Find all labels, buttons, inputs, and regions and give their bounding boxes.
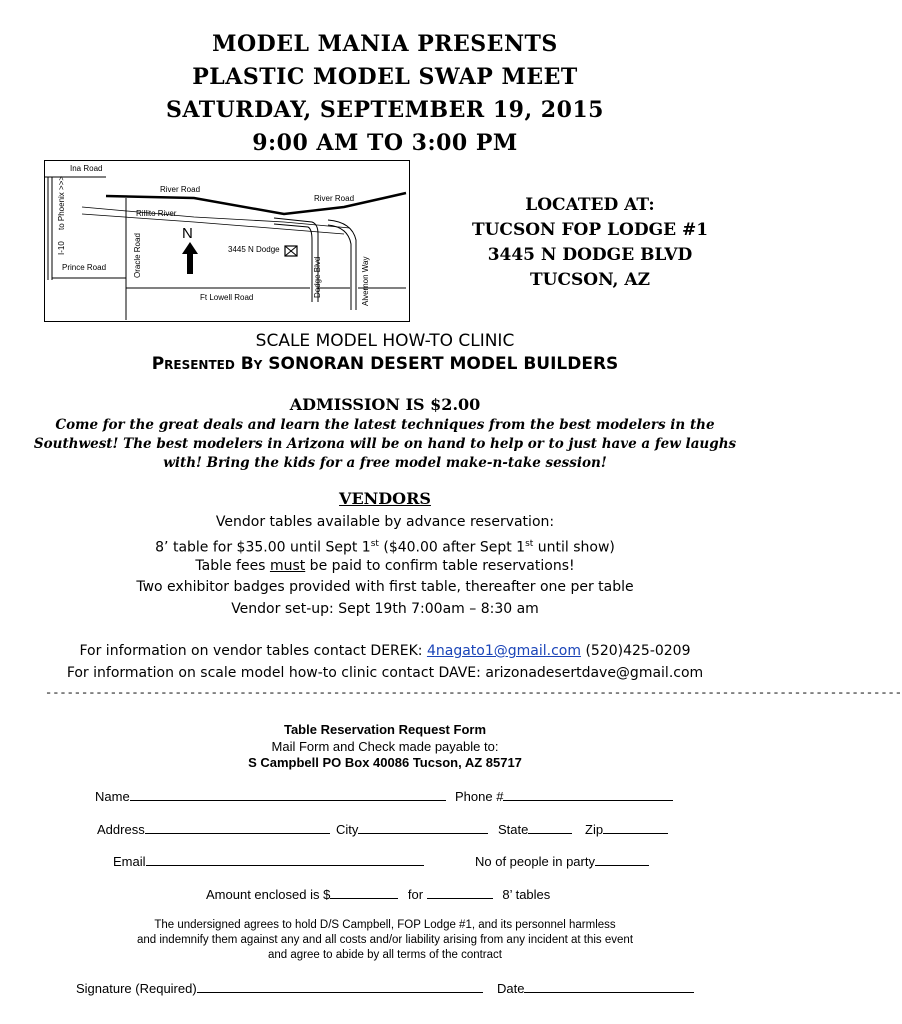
signature-field[interactable] — [76, 980, 483, 996]
river-road-label-right: River Road — [314, 194, 355, 203]
event-blurb: Come for the great deals and learn the latest techniques from the best modelers in the Southwest! The best modelers in Arizona will be on hand to help or to just have a few laughs with! Bring the kids for a free model make-n-take session! — [33, 417, 737, 471]
title-line-2: PLASTIC MODEL SWAP MEET — [192, 64, 578, 90]
dodge-blvd-label: Dodge Blvd — [313, 256, 322, 298]
party-size-field[interactable] — [475, 853, 649, 869]
river-road-label-left: River Road — [160, 185, 201, 194]
ft-lowell-label: Ft Lowell Road — [200, 293, 254, 302]
title-line-1: MODEL MANIA PRESENTS — [212, 31, 558, 57]
phone-field[interactable] — [455, 788, 673, 804]
vendor-line-5: Vendor set-up: Sept 19th 7:00am – 8:30 am — [231, 601, 539, 617]
form-title: Table Reservation Request Form — [283, 722, 487, 737]
clinic-presented-by: Presented By SONORAN DESERT MODEL BUILDERS — [151, 354, 619, 374]
legal-line-3: and agree to abide by all terms of the contract — [268, 949, 502, 961]
prince-road-label: Prince Road — [62, 263, 107, 272]
zip-field[interactable] — [585, 821, 668, 837]
address-field[interactable] — [97, 821, 330, 837]
location-map — [44, 160, 410, 322]
name-label: Name — [95, 789, 130, 804]
city-label: City — [336, 822, 359, 837]
legal-line-1: The undersigned agrees to hold D/S Campbell, FOP Lodge #1, and its personnel harmless — [154, 919, 616, 931]
ina-road-label: Ina Road — [70, 164, 103, 173]
must-emphasis: must — [269, 558, 306, 574]
state-field[interactable] — [498, 821, 572, 837]
form-subtitle: Mail Form and Check made payable to: — [271, 739, 499, 754]
party-size-label: No of people in party — [475, 854, 595, 869]
vendor-line-4: Two exhibitor badges provided with first table, thereafter one per table — [136, 579, 634, 595]
rillito-river-label: Rillito River — [136, 209, 177, 218]
contact-text: For information on vendor tables contact DEREK: — [79, 643, 427, 659]
vendor-fee-text: Table fees — [195, 558, 270, 574]
email-label: Email — [113, 854, 146, 869]
i10-label: I-10 — [57, 241, 66, 255]
signature-label: Signature (Required) — [76, 981, 197, 996]
derek-email-link[interactable]: 4nagato1@gmail.com — [426, 643, 581, 659]
admission-price: ADMISSION IS $2.00 — [289, 395, 481, 414]
north-label: N — [182, 225, 193, 242]
table-count-field[interactable] — [427, 886, 493, 899]
vendor-line-1: Vendor tables available by advance reservation: — [215, 514, 555, 530]
amount-label: Amount enclosed is $ — [206, 887, 331, 902]
phone-label: Phone # — [455, 789, 504, 804]
title-date: SATURDAY, SEPTEMBER 19, 2015 — [166, 97, 604, 123]
legal-line-2: and indemnify them against any and all costs and/or liability arising from any incident at this event — [136, 934, 634, 946]
location-street: 3445 N DODGE BLVD — [487, 245, 693, 265]
email-field[interactable] — [113, 853, 424, 869]
city-field[interactable] — [336, 821, 488, 837]
location-city: TUCSON, AZ — [530, 270, 650, 290]
vendor-price-text: until show) — [533, 539, 615, 556]
state-label: State — [498, 822, 529, 837]
venue-label: 3445 N Dodge — [228, 245, 280, 254]
derek-phone: (520)425-0209 — [581, 643, 691, 659]
superscript: st — [370, 539, 379, 549]
north-arrow-icon — [182, 242, 198, 274]
vendor-price-text: ($40.00 after Sept 1 — [378, 539, 526, 556]
location-name: TUCSON FOP LODGE #1 — [471, 220, 709, 240]
zip-label: Zip — [585, 822, 604, 837]
contact-derek — [0, 643, 770, 659]
vendors-heading: VENDORS — [339, 489, 431, 508]
vendor-fee-text: be paid to confirm table reservations! — [305, 558, 575, 574]
to-phoenix-label: to Phoenix >>> — [57, 175, 66, 230]
vendor-price-text: 8’ table for $35.00 until Sept 1 — [155, 539, 371, 556]
date-label: Date — [497, 981, 525, 996]
address-label: Address — [97, 822, 145, 837]
clinic-title: SCALE MODEL HOW-TO CLINIC — [255, 331, 515, 351]
cut-line: ----------------------------------------------------------------------------------------------------------------------- — [45, 686, 902, 700]
name-field[interactable] — [95, 788, 446, 804]
tables-label: 8’ tables — [502, 887, 551, 902]
vendor-line-3 — [0, 556, 770, 578]
form-mail-address: S Campbell PO Box 40086 Tucson, AZ 85717 — [248, 755, 522, 770]
contact-dave: For information on scale model how-to clinic contact DAVE: arizonadesertdave@gmail.com — [66, 665, 704, 681]
date-field[interactable] — [497, 980, 694, 996]
alvernon-way-label: Alvernon Way — [361, 256, 370, 306]
for-label: for — [407, 887, 424, 902]
amount-field[interactable] — [206, 886, 550, 902]
title-time: 9:00 AM TO 3:00 PM — [252, 130, 518, 156]
oracle-road-label: Oracle Road — [133, 233, 142, 278]
liability-statement — [60, 918, 710, 963]
superscript: st — [525, 539, 534, 549]
location-label: LOCATED AT: — [525, 195, 655, 215]
